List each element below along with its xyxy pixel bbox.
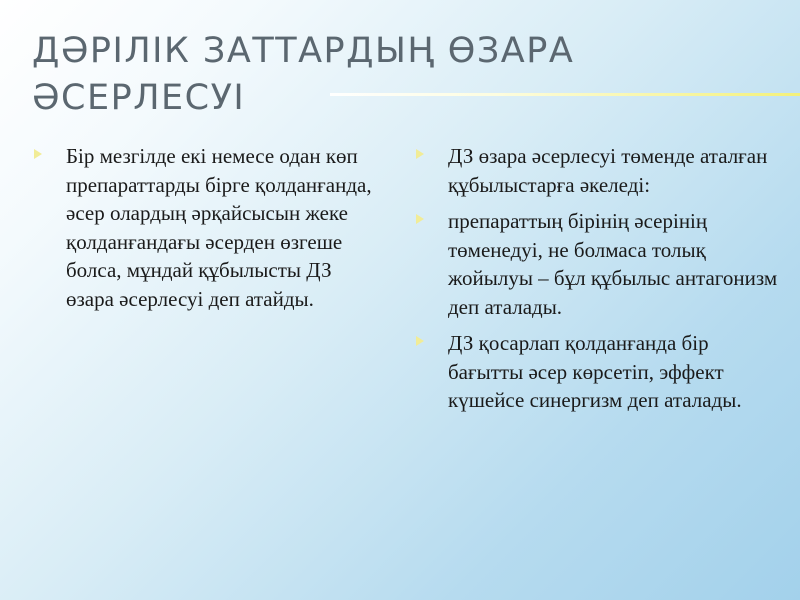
right-column bbox=[416, 142, 786, 423]
triangle-bullet-icon bbox=[34, 149, 42, 159]
bullet-item bbox=[416, 142, 786, 199]
title-divider bbox=[330, 93, 800, 96]
left-column bbox=[34, 142, 374, 321]
triangle-bullet-icon bbox=[416, 336, 424, 346]
slide-title: ДӘРІЛІК ЗАТТАРДЫҢ ӨЗАРА ӘСЕРЛЕСУІ bbox=[32, 31, 575, 118]
bullet-text: ДЗ өзара әсерлесуі төменде аталған құбылыстарға әкеледі: bbox=[448, 144, 768, 197]
bullet-text: препараттың бірінің әсерінің төменедуі, не болмаса толық жойылуы – бұл құбылыс антагонизм деп аталады. bbox=[448, 209, 778, 319]
bullet-item bbox=[416, 329, 786, 415]
bullet-item bbox=[34, 142, 374, 313]
triangle-bullet-icon bbox=[416, 214, 424, 224]
bullet-text: ДЗ қосарлап қолданғанда бір бағытты әсер көрсетіп, эффект күшейсе синергизм деп аталады. bbox=[448, 331, 742, 412]
triangle-bullet-icon bbox=[416, 149, 424, 159]
bullet-text: Бір мезгілде екі немесе одан көп препараттарды бірге қолданғанда, әсер олардың әрқайсысын жеке қолданғандағы әсерден өзгеше болса, мұндай құбылысты ДЗ өзара әсерлесуі деп атайды. bbox=[66, 144, 372, 311]
bullet-item bbox=[416, 207, 786, 321]
